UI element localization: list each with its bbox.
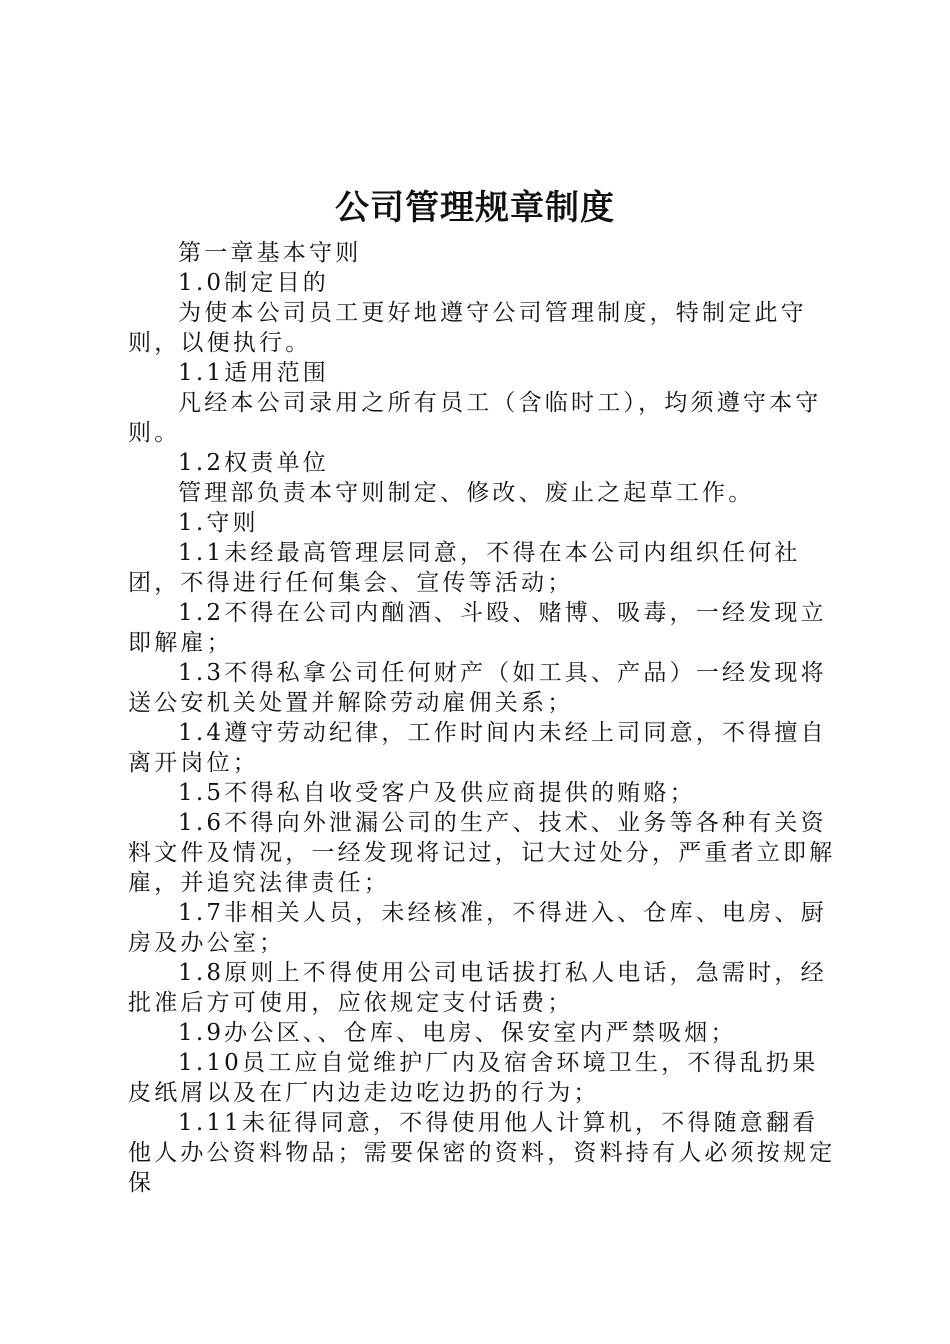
- paragraph: 为使本公司员工更好地遵守公司管理制度，特制定此守则，以便执行。: [128, 300, 807, 356]
- rule-item: 1.10员工应自觉维护厂内及宿舍环境卫生，不得乱扔果皮纸屑以及在厂内边走边吃边扔的行为；: [128, 1050, 819, 1106]
- document-body: [128, 238, 838, 1198]
- document-title: 公司管理规章制度: [335, 188, 615, 228]
- section-heading: 1.守则: [178, 510, 259, 536]
- rule-item: 1.9办公区、、仓库、电房、保安室内严禁吸烟；: [178, 1020, 737, 1046]
- rule-item: 1.6不得向外泄漏公司的生产、技术、业务等各种有关资料文件及情况，一经发现将记过，记大过处分，严重者立即解雇，并追究法律责任；: [128, 810, 836, 896]
- rule-item: 1.8原则上不得使用公司电话拔打私人电话，急需时，经批准后方可使用，应依规定支付话费；: [128, 960, 827, 1016]
- paragraph: 凡经本公司录用之所有员工（含临时工），均须遵守本守则。: [128, 390, 822, 446]
- rule-item: 1.11未征得同意，不得使用他人计算机，不得随意翻看他人办公资料物品；需要保密的资料，资料持有人必须按规定保: [128, 1110, 836, 1196]
- section-heading: 1.1适用范围: [178, 360, 329, 386]
- section-heading: 1.2权责单位: [178, 450, 329, 476]
- paragraph: 管理部负责本守则制定、修改、废止之起草工作。: [178, 480, 755, 506]
- chapter-heading: 第一章基本守则: [178, 240, 362, 266]
- rule-item: 1.7非相关人员，未经核准，不得进入、仓库、电房、厨房及办公室；: [128, 900, 827, 956]
- rule-item: 1.5不得私自收受客户及供应商提供的贿赂；: [178, 780, 696, 806]
- rule-item: 1.4遵守劳动纪律，工作时间内未经上司同意，不得擅自离开岗位；: [128, 720, 827, 776]
- rule-item: 1.2不得在公司内酗酒、斗殴、赌博、吸毒，一经发现立即解雇；: [128, 600, 827, 656]
- rule-item: 1.3不得私拿公司任何财产（如工具、产品）一经发现将送公安机关处置并解除劳动雇佣关系；: [128, 660, 827, 716]
- section-heading: 1.0制定目的: [178, 270, 329, 296]
- rule-item: 1.1未经最高管理层同意，不得在本公司内组织任何社团，不得进行任何集会、宣传等活动；: [128, 540, 801, 596]
